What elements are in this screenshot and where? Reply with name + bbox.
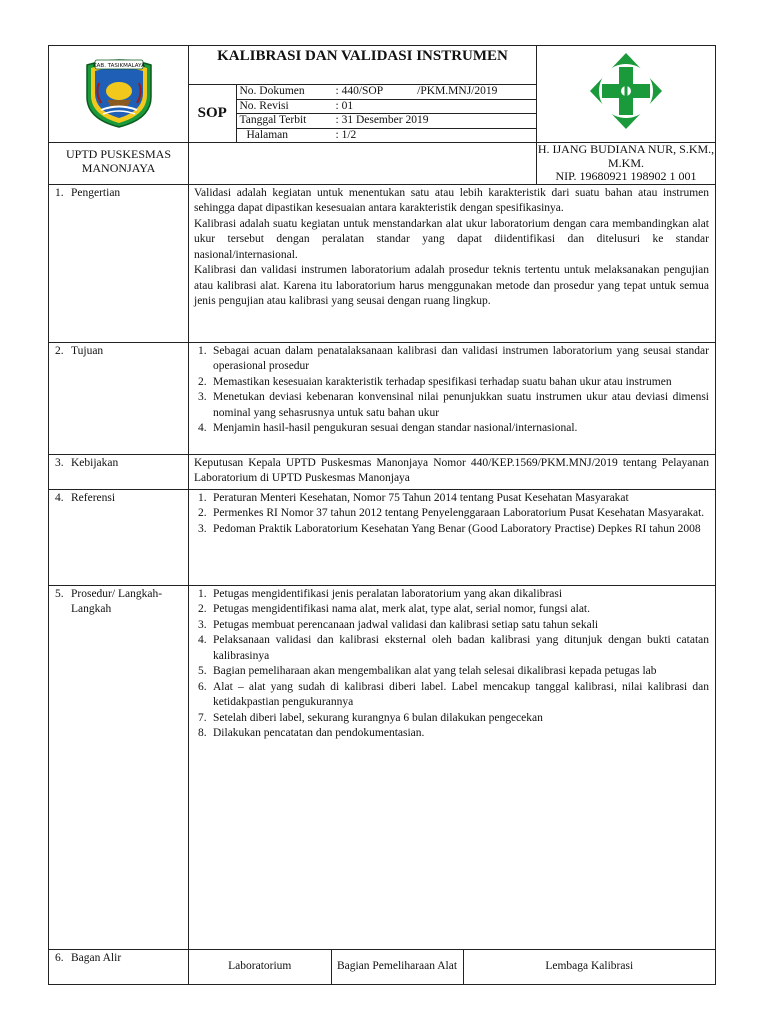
list-item: 6. Alat – alat yang sudah di kalibrasi diberi label. Label mencakup tanggal kalibrasi, nilai kalibrasi dan ketidakpastian pengukurannya [198, 680, 709, 708]
signatory-block [537, 143, 716, 185]
list-item: 7. Setelah diberi label, sekurang kurangnya 6 bulan dilakukan pengecekan [198, 711, 543, 724]
list-item: 5. Bagian pemeliharaan akan mengembalikan alat yang telah selesai dikalibrasi kepada petugas lab [198, 665, 657, 677]
section-label-tujuan: 2. Tujuan [49, 342, 189, 454]
flow-column-pemeliharaan: Bagian Pemeliharaan Alat [331, 950, 463, 984]
section-prosedur [189, 585, 716, 949]
list-item: 3. Menetukan deviasi kebenaran konvensinal nilai penunjukkan suatu instrumen ukur atau deviasi dimensi nominal yang sehasrusnya untuk satu bahan ukur [198, 391, 709, 419]
meta-value-issue-date: : 31 Desember 2019 [333, 114, 538, 129]
paragraph: Kalibrasi adalah suatu kegiatan untuk menstandarkan alat ukur laboratorium dengan cara membandingkan alat ukur tersebut dengan peralatan standar yang dapat diidentifikasi dan ditelusuri ke standar nasional/internasional. [194, 217, 709, 261]
list-item: 2. Permenkes RI Nomor 37 tahun 2012 tentang Penyelenggaraan Laboratorium Pusat Kesehatan Masyarakat. [198, 507, 705, 519]
section-label-pengertian: 1. Pengertian [49, 184, 189, 342]
section-referensi [189, 489, 716, 585]
paragraph: Kalibrasi dan validasi instrumen laboratorium adalah prosedur teknis tertentu untuk melaksanakan pengujian atau kalibrasi alat. Karena itu laboratorium harus menggunakan metode dan prosedur yang tepat untuk semua jenis pengujian atau kalibrasi yang seusai dengan ruang lingkup. [194, 264, 709, 307]
organization-name: UPTD PUSKESMAS MANONJAYA [49, 143, 189, 185]
meta-value-revision: : 01 [333, 99, 538, 114]
signatory-name: H. IJANG BUDIANA NUR, S.KM., M.KM. [537, 142, 715, 170]
section-label-referensi: 4. Referensi [49, 489, 189, 585]
list-item: 4. Menjamin hasil-hasil pengukuran sesuai dengan standar nasional/internasional. [198, 422, 578, 434]
list-item: 3. Petugas membuat perencanaan jadwal validasi dan kalibrasi setiap satu tahun sekali [198, 618, 599, 631]
meta-value-doc-no: : 440/SOP /PKM.MNJ/2019 [335, 85, 498, 97]
list-item: 2. Petugas mengidentifikasi nama alat, merk alat, type alat, serial nomor, fungsi alat. [198, 603, 591, 615]
section-pengertian [189, 184, 716, 342]
logo-text: KAB. TASIKMALAYA [92, 63, 145, 70]
puskesmas-logo-icon [586, 51, 666, 131]
flow-column-laboratorium: Laboratorium [189, 950, 331, 984]
sop-table [48, 45, 716, 985]
sop-label: SOP [189, 85, 236, 143]
signatory-nip: NIP. 19680921 198902 1 001 [555, 169, 697, 183]
flow-column-lembaga-kalibrasi: Lembaga Kalibrasi [463, 950, 715, 984]
title-cell [189, 46, 537, 143]
list-item: 1. Sebagai acuan dalam penatalaksanaan kalibrasi dan validasi instrumen laboratorium yang seusai standar operasional prosedur [198, 344, 709, 372]
regency-logo-cell [49, 46, 189, 143]
meta-key-revision: No. Revisi [237, 99, 333, 114]
list-item: 4. Pelaksanaan validasi dan kalibrasi eksternal oleh badan kalibrasi yang ditunjuk dengan bukti catatan kalibrasinya [198, 634, 709, 662]
section-label-prosedur: 5. Prosedur/ Langkah-Langkah [49, 585, 189, 949]
document-title: KALIBRASI DAN VALIDASI INSTRUMEN [217, 48, 508, 64]
meta-key-doc-no: No. Dokumen [239, 85, 305, 97]
section-kebijakan: Keputusan Kepala UPTD Puskesmas Manonjaya Nomor 440/KEP.1569/PKM.MNJ/2019 tentang Pelayanan Laboratorium di UPTD Puskesmas Manonjaya [189, 454, 716, 489]
sop-document [48, 45, 715, 985]
meta-key-page: Halaman [237, 128, 333, 142]
list-item: 3. Pedoman Praktik Laboratorium Kesehatan Yang Benar (Good Laboratory Practise) Depkes RI tahun 2008 [198, 522, 701, 535]
puskesmas-logo-cell [537, 46, 716, 143]
paragraph: Validasi adalah kegiatan untuk menentukan satu atau lebih karakteristik dari suatu bahan atau instrumen sehingga dapat dipastikan kesesuaian antara karakteristik dengan spesifikasinya. [194, 186, 709, 214]
list-item: 2. Memastikan kesesuaian karakteristik terhadap spesifikasi terhadap suatu bahan ukur atau instrumen [198, 375, 672, 388]
regency-logo-icon [81, 53, 157, 129]
meta-key-issue-date: Tanggal Terbit [237, 114, 333, 129]
blank-cell [189, 143, 537, 185]
meta-value-page: : 1/2 [333, 128, 538, 142]
section-label-kebijakan: 3. Kebijakan [49, 454, 189, 489]
section-tujuan [189, 342, 716, 454]
document-meta [237, 85, 538, 142]
list-item: 1. Peraturan Menteri Kesehatan, Nomor 75 Tahun 2014 tentang Pusat Kesehatan Masyarakat [198, 491, 629, 504]
list-item: 8. Dilakukan pencatatan dan pendokumentasian. [198, 727, 425, 739]
section-bagan-alir [189, 949, 716, 984]
section-label-bagan-alir: 6. Bagan Alir [49, 949, 189, 984]
list-item: 1. Petugas mengidentifikasi jenis peralatan laboratorium yang akan dikalibrasi [198, 587, 563, 600]
